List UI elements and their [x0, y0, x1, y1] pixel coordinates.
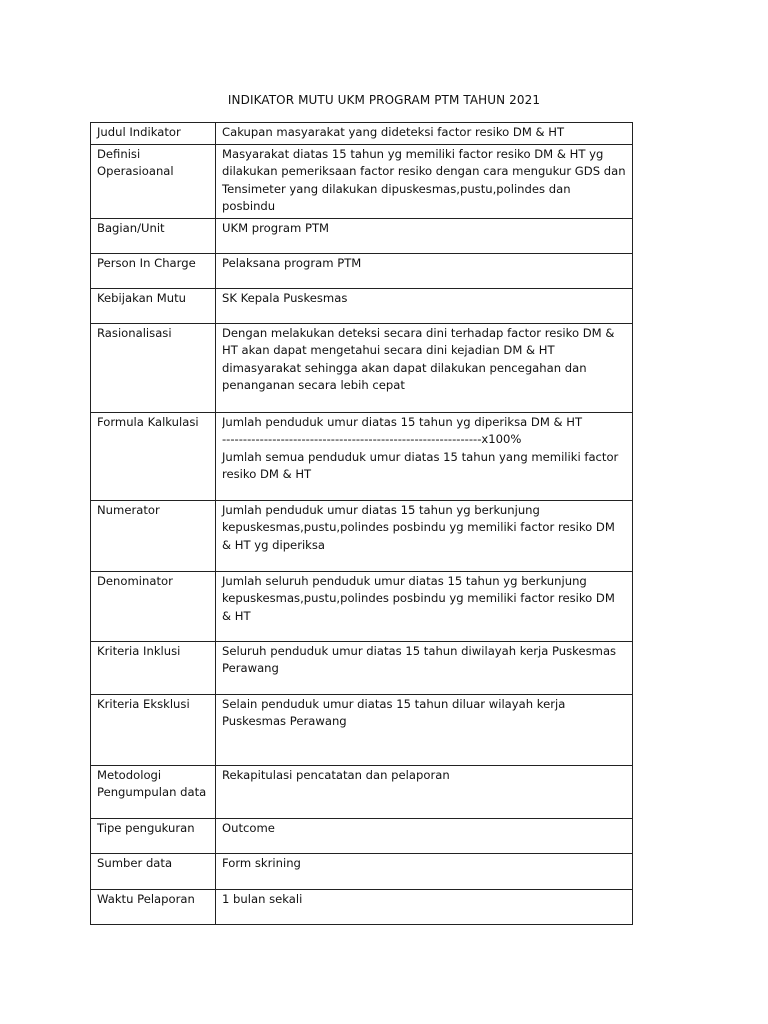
row-label: Kriteria Eksklusi: [91, 694, 216, 765]
row-value: Selain penduduk umur diatas 15 tahun diluar wilayah kerja Puskesmas Perawang: [216, 694, 633, 765]
row-value: Form skrining: [216, 853, 633, 889]
table-row: [91, 889, 633, 924]
indicator-table: [90, 122, 633, 925]
formula-denominator: Jumlah semua penduduk umur diatas 15 tahun yang memiliki factor resiko DM & HT: [222, 449, 619, 481]
table-row: [91, 288, 633, 323]
table-row: [91, 571, 633, 641]
row-value: Rekapitulasi pencatatan dan pelaporan: [216, 765, 633, 818]
table-row: [91, 218, 633, 253]
row-value: Cakupan masyarakat yang dideteksi factor resiko DM & HT: [216, 123, 633, 145]
row-label: Judul Indikator: [91, 123, 216, 145]
table-row: [91, 412, 633, 500]
row-label: Metodologi Pengumpulan data: [91, 765, 216, 818]
row-value: Dengan melakukan deteksi secara dini terhadap factor resiko DM & HT akan dapat mengetahui secara dini kejadian DM & HT dimasyarakat sehingga akan dapat dilakukan pencegahan dan penanganan secara lebih cepat: [216, 323, 633, 412]
row-label: Denominator: [91, 571, 216, 641]
row-label: Numerator: [91, 500, 216, 571]
row-label: Bagian/Unit: [91, 218, 216, 253]
row-value: Masyarakat diatas 15 tahun yg memiliki factor resiko DM & HT yg dilakukan pemeriksaan factor resiko dengan cara mengukur GDS dan Tensimeter yang dilakukan dipuskesmas,pustu,polindes dan posbindu: [216, 144, 633, 218]
table-row: [91, 853, 633, 889]
row-value: Seluruh penduduk umur diatas 15 tahun diwilayah kerja Puskesmas Perawang: [216, 641, 633, 694]
row-label: Sumber data: [91, 853, 216, 889]
row-label: Definisi Operasioanal: [91, 144, 216, 218]
row-label: Tipe pengukuran: [91, 818, 216, 853]
row-label: Person In Charge: [91, 253, 216, 288]
row-label: Formula Kalkulasi: [91, 412, 216, 500]
row-label: Kebijakan Mutu: [91, 288, 216, 323]
row-value: SK Kepala Puskesmas: [216, 288, 633, 323]
row-label: Kriteria Inklusi: [91, 641, 216, 694]
formula-numerator: Jumlah penduduk umur diatas 15 tahun yg diperiksa DM & HT: [222, 414, 583, 429]
row-value: UKM program PTM: [216, 218, 633, 253]
table-row: [91, 694, 633, 765]
row-value: Outcome: [216, 818, 633, 853]
row-value: 1 bulan sekali: [216, 889, 633, 924]
table-row: [91, 123, 633, 145]
table-row: [91, 253, 633, 288]
row-label: Waktu Pelaporan: [91, 889, 216, 924]
row-value: Jumlah penduduk umur diatas 15 tahun yg berkunjung kepuskesmas,pustu,polindes posbindu yg memiliki factor resiko DM & HT yg diperiksa: [216, 500, 633, 571]
table-row: [91, 144, 633, 218]
table-row: [91, 818, 633, 853]
table-row: [91, 641, 633, 694]
row-value: Pelaksana program PTM: [216, 253, 633, 288]
formula-cell: [216, 412, 633, 500]
row-label: Rasionalisasi: [91, 323, 216, 412]
document-title: INDIKATOR MUTU UKM PROGRAM PTM TAHUN 2021: [227, 93, 541, 107]
table-row: [91, 765, 633, 818]
table-row: [91, 323, 633, 412]
table-row: [91, 500, 633, 571]
formula-divider: --------------------------------------------------------------x100%: [222, 432, 522, 446]
row-value: Jumlah seluruh penduduk umur diatas 15 tahun yg berkunjung kepuskesmas,pustu,polindes posbindu yg memiliki factor resiko DM & HT: [216, 571, 633, 641]
